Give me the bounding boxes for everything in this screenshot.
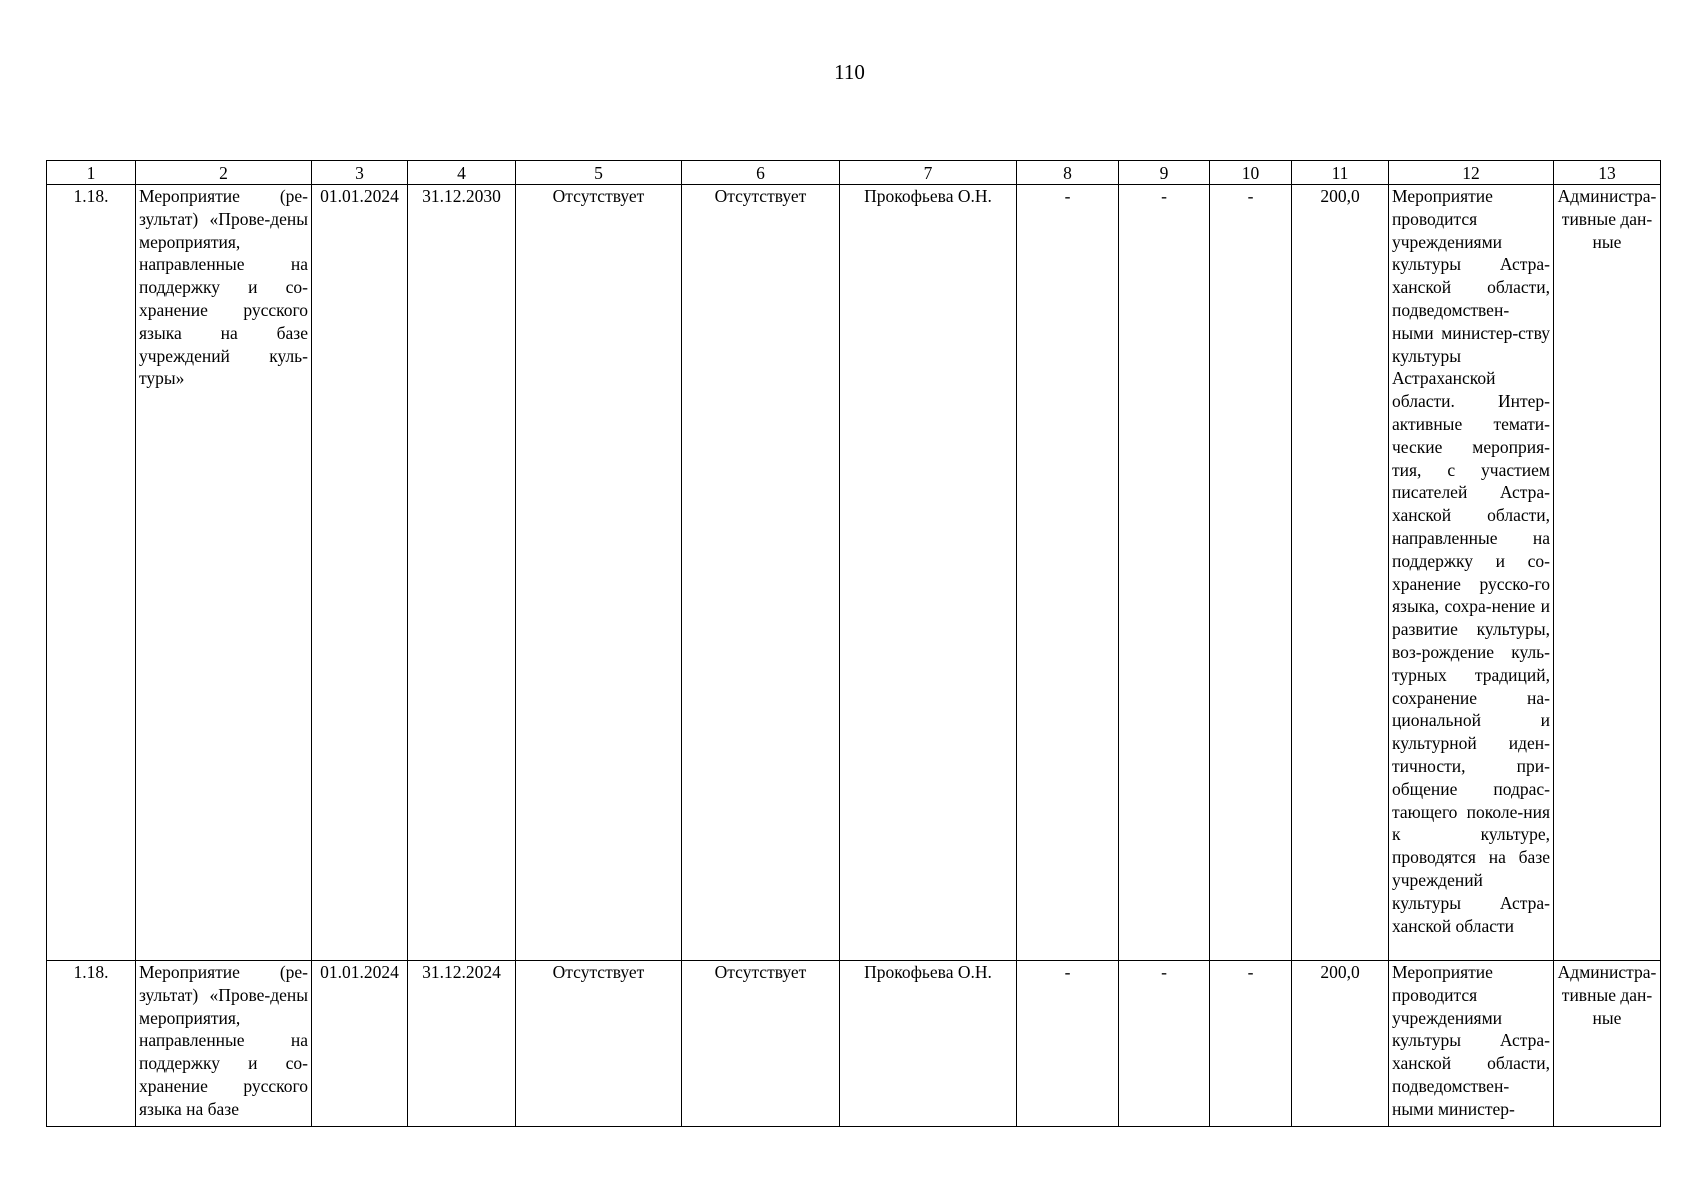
- column-9-cell: -: [1119, 961, 1210, 1127]
- column-5-cell: Отсутствует: [516, 185, 682, 961]
- start-date-cell: 01.01.2024: [312, 185, 408, 961]
- column-8-cell: -: [1017, 961, 1119, 1127]
- row-number-cell: 1.18.: [47, 185, 136, 961]
- header-row: [47, 161, 1661, 185]
- page-number: 110: [834, 60, 865, 84]
- table-row: [47, 185, 1661, 961]
- responsible-cell: Прокофьева О.Н.: [840, 961, 1017, 1127]
- column-header: 11: [1292, 161, 1389, 185]
- amount-cell: 200,0: [1292, 961, 1389, 1127]
- event-name-cell: Мероприятие (ре-зультат) «Прове-дены мероприятия, направленные на поддержку и со-хранение русского языка на базе учреждений куль-туры»: [136, 185, 312, 961]
- row-number-cell: 1.18.: [47, 961, 136, 1127]
- end-date-cell: 31.12.2030: [408, 185, 516, 961]
- column-header: 2: [136, 161, 312, 185]
- column-9-cell: -: [1119, 185, 1210, 961]
- column-header: 7: [840, 161, 1017, 185]
- column-8-cell: -: [1017, 185, 1119, 961]
- event-name-cell: Мероприятие (ре-зультат) «Прове-дены мероприятия, направленные на поддержку и со-хранение русского языка на базе: [136, 961, 312, 1127]
- column-header: 3: [312, 161, 408, 185]
- column-header: 8: [1017, 161, 1119, 185]
- description-cell: Мероприятие проводится учреждениями культуры Астра-ханской области, подведомствен-ными министер-ству культуры Астраханской области. Интер-активные темати-ческие мероприя-тия, с участием писателей Астра-ханской области, направленные на поддержку и со-хранение русско-го языка, сохра-нение и развитие культуры, воз-рождение куль-турных традиций, сохранение на-циональной и культурной иден-тичности, при-общение подрас-тающего поколе-ния к культуре, проводятся на базе учреждений культуры Астра-ханской области: [1389, 185, 1554, 961]
- data-source-cell: Администра- тивные дан- ные: [1554, 185, 1661, 961]
- column-header: 4: [408, 161, 516, 185]
- column-10-cell: -: [1210, 961, 1292, 1127]
- column-header: 9: [1119, 161, 1210, 185]
- column-header: 1: [47, 161, 136, 185]
- program-table: [46, 160, 1661, 1127]
- column-6-cell: Отсутствует: [682, 961, 840, 1127]
- data-source-cell: Администра- тивные дан- ные: [1554, 961, 1661, 1127]
- column-header: 13: [1554, 161, 1661, 185]
- column-6-cell: Отсутствует: [682, 185, 840, 961]
- amount-cell: 200,0: [1292, 185, 1389, 961]
- responsible-cell: Прокофьева О.Н.: [840, 185, 1017, 961]
- column-header: 10: [1210, 161, 1292, 185]
- column-header: 5: [516, 161, 682, 185]
- table-row: [47, 961, 1661, 1127]
- column-10-cell: -: [1210, 185, 1292, 961]
- column-5-cell: Отсутствует: [516, 961, 682, 1127]
- description-cell: Мероприятие проводится учреждениями культуры Астра-ханской области, подведомствен-ными министер-: [1389, 961, 1554, 1127]
- end-date-cell: 31.12.2024: [408, 961, 516, 1127]
- column-header: 12: [1389, 161, 1554, 185]
- start-date-cell: 01.01.2024: [312, 961, 408, 1127]
- column-header: 6: [682, 161, 840, 185]
